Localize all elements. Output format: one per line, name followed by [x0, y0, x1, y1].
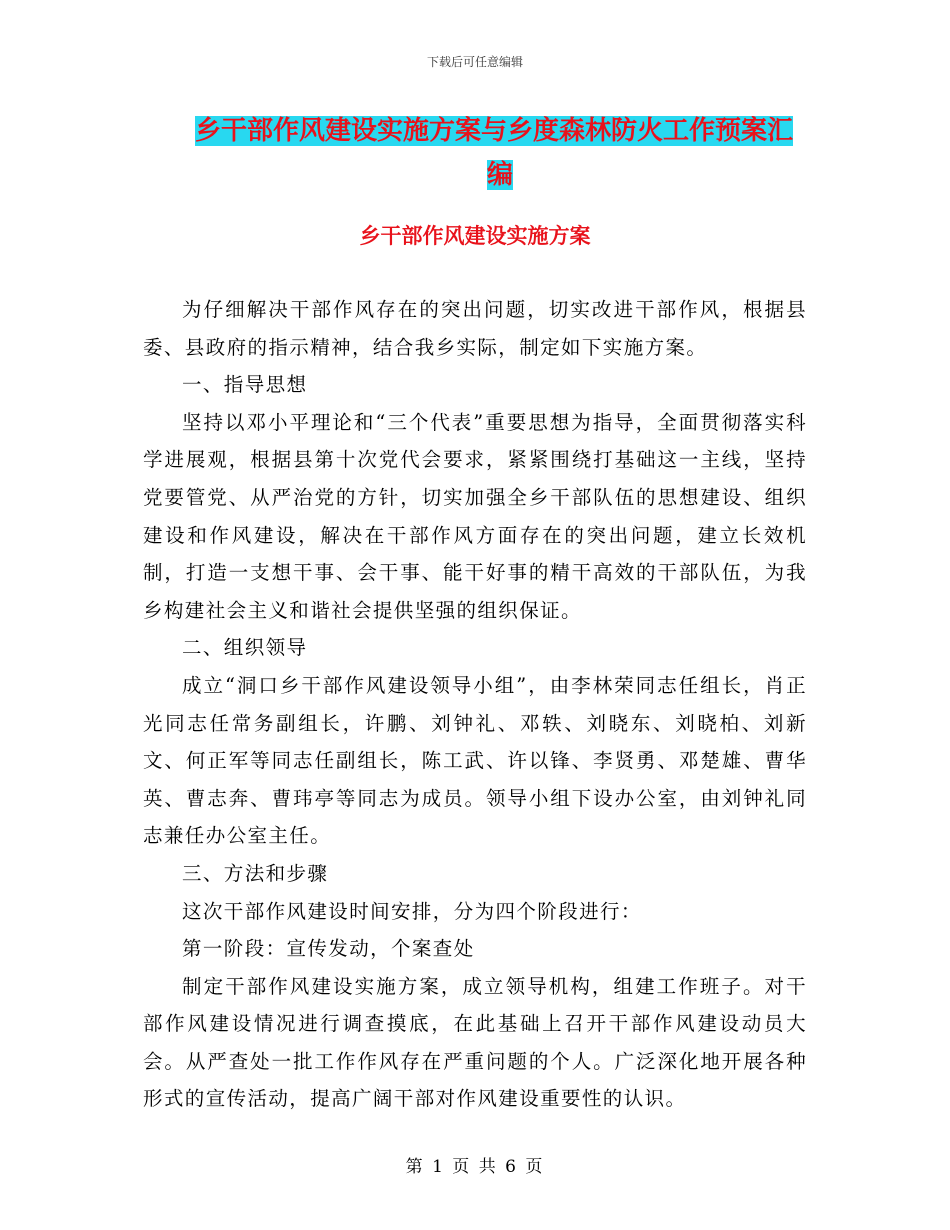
- stage-one-heading: 第一阶段：宣传发动，个案查处: [182, 937, 475, 961]
- section-title: 乡干部作风建设实施方案: [359, 224, 591, 248]
- title-line-2: 编: [486, 160, 513, 190]
- page-footer: 第 1 页 共 6 页: [405, 1157, 545, 1177]
- guiding-thought-paragraph: 坚持以邓小平理论和“三个代表”重要思想为指导，全面贯彻落实科学进展观，根据县第十次党代会要求，紧紧围绕打基础这一主线，坚持党要管党、从严治党的方针，切实加强全乡干部队伍的思想建设、组织建设和作风建设，解决在干部作风方面存在的突出问题，建立长效机制，打造一支想干事、会干事、能干好事的精干高效的干部队伍，为我乡构建社会主义和谐社会提供坚强的组织保证。: [143, 410, 807, 622]
- heading-guiding-thought: 一、指导思想: [182, 373, 308, 397]
- heading-organization: 二、组织领导: [182, 636, 308, 660]
- intro-paragraph: 为仔细解决干部作风存在的突出问题，切实改进干部作风，根据县委、县政府的指示精神，结合我乡实际，制定如下实施方案。: [143, 298, 807, 359]
- schedule-paragraph: 这次干部作风建设时间安排，分为四个阶段进行：: [182, 899, 642, 923]
- document-body: [143, 291, 807, 1118]
- stage-one-paragraph: 制定干部作风建设实施方案，成立领导机构，组建工作班子。对干部作风建设情况进行调查摸底，在此基础上召开干部作风建设动员大会。从严查处一批工作作风存在严重问题的个人。广泛深化地开展各种形式的宣传活动，提高广阔干部对作风建设重要性的认识。: [143, 974, 807, 1111]
- title-line-1: 乡干部作风建设实施方案与乡度森林防火工作预案汇: [195, 116, 794, 146]
- header-note: 下载后可任意编辑: [426, 55, 523, 69]
- heading-methods-steps: 三、方法和步骤: [182, 861, 329, 885]
- organization-paragraph: 成立“洞口乡干部作风建设领导小组”，由李林荣同志任组长，肖正光同志任常务副组长，许鹏、刘钟礼、邓轶、刘晓东、刘晓柏、刘新文、何正军等同志任副组长，陈工武、许以锋、李贤勇、邓楚雄、曹华英、曹志奔、曹玮亭等同志为成员。领导小组下设办公室，由刘钟礼同志兼任办公室主任。: [143, 673, 807, 848]
- document-title: [195, 109, 805, 197]
